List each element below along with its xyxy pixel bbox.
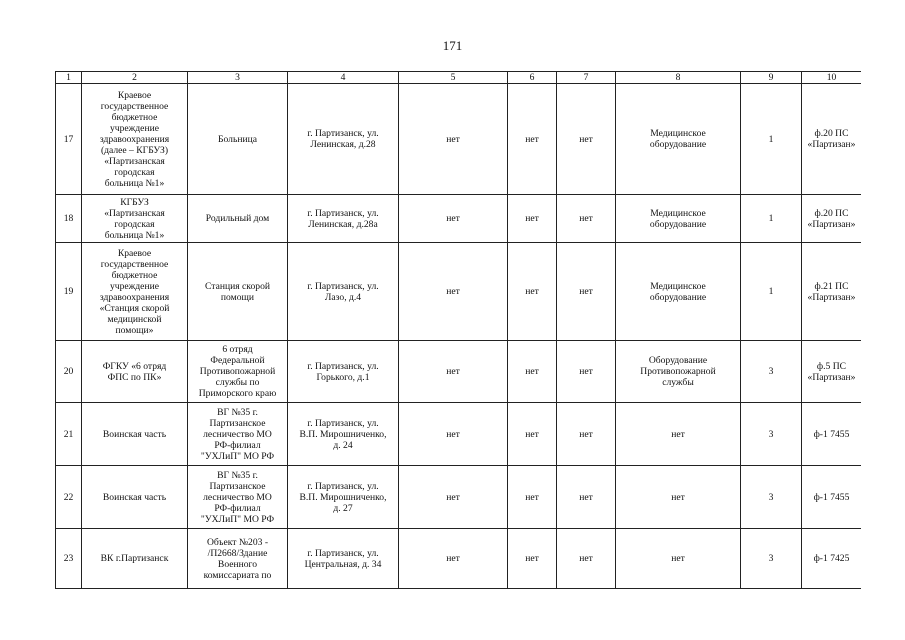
cell-col-5: нет xyxy=(399,466,508,529)
column-header: 6 xyxy=(508,72,557,84)
column-header: 4 xyxy=(288,72,399,84)
column-header: 9 xyxy=(741,72,802,84)
cell-organization: ВК г.Партизанск xyxy=(82,529,188,589)
cell-object-name: ВГ №35 г. Партизанское лесничество МО РФ-филиал "УХЛиП" МО РФ xyxy=(188,403,288,466)
cell-address: г. Партизанск, ул. В.П. Мирошниченко, д. 24 xyxy=(288,403,399,466)
cell-feeder: ф-1 7425 xyxy=(802,529,862,589)
cell-col-7: нет xyxy=(557,403,616,466)
cell-col-5: нет xyxy=(399,243,508,341)
cell-organization: ФГКУ «6 отряд ФПС по ПК» xyxy=(82,341,188,403)
cell-col-6: нет xyxy=(508,195,557,243)
cell-address: г. Партизанск, ул. Центральная, д. 34 xyxy=(288,529,399,589)
column-header: 1 xyxy=(56,72,82,84)
column-header: 10 xyxy=(802,72,862,84)
cell-object-name: Станция скорой помощи xyxy=(188,243,288,341)
cell-object-name: Родильный дом xyxy=(188,195,288,243)
column-header: 5 xyxy=(399,72,508,84)
column-header: 3 xyxy=(188,72,288,84)
cell-address: г. Партизанск, ул. В.П. Мирошниченко, д. 27 xyxy=(288,466,399,529)
cell-category: 3 xyxy=(741,466,802,529)
cell-feeder: ф.21 ПС «Партизан» xyxy=(802,243,862,341)
cell-category: 3 xyxy=(741,403,802,466)
table-row xyxy=(56,529,862,589)
cell-equipment: нет xyxy=(616,466,741,529)
cell-address: г. Партизанск, ул. Ленинская, д.28 xyxy=(288,84,399,195)
cell-category: 1 xyxy=(741,243,802,341)
cell-row-number: 23 xyxy=(56,529,82,589)
cell-col-7: нет xyxy=(557,466,616,529)
cell-object-name: Больница xyxy=(188,84,288,195)
cell-feeder: ф-1 7455 xyxy=(802,403,862,466)
cell-feeder: ф.20 ПС «Партизан» xyxy=(802,84,862,195)
table-row xyxy=(56,341,862,403)
cell-organization: Краевое государственное бюджетное учреждение здравоохранения (далее – КГБУЗ) «Партизанская городская больница №1» xyxy=(82,84,188,195)
objects-table xyxy=(55,71,861,589)
cell-col-5: нет xyxy=(399,403,508,466)
cell-row-number: 17 xyxy=(56,84,82,195)
cell-col-5: нет xyxy=(399,341,508,403)
cell-col-5: нет xyxy=(399,529,508,589)
cell-category: 1 xyxy=(741,84,802,195)
cell-col-7: нет xyxy=(557,195,616,243)
cell-col-7: нет xyxy=(557,243,616,341)
table-body xyxy=(56,84,862,589)
page-number: 171 xyxy=(442,38,463,53)
cell-organization: КГБУЗ «Партизанская городская больница №1» xyxy=(82,195,188,243)
cell-category: 3 xyxy=(741,529,802,589)
cell-col-6: нет xyxy=(508,84,557,195)
cell-address: г. Партизанск, ул. Лазо, д.4 xyxy=(288,243,399,341)
cell-equipment: Медицинское оборудование xyxy=(616,195,741,243)
cell-organization: Воинская часть xyxy=(82,403,188,466)
header-row xyxy=(56,72,862,84)
table-row xyxy=(56,195,862,243)
cell-col-7: нет xyxy=(557,341,616,403)
cell-equipment: Оборудование Противопожарной службы xyxy=(616,341,741,403)
table-wrapper xyxy=(55,71,861,640)
cell-equipment: Медицинское оборудование xyxy=(616,84,741,195)
table-row xyxy=(56,243,862,341)
cell-feeder: ф.5 ПС «Партизан» xyxy=(802,341,862,403)
cell-feeder: ф-1 7455 xyxy=(802,466,862,529)
column-header: 8 xyxy=(616,72,741,84)
cell-col-6: нет xyxy=(508,403,557,466)
cell-col-6: нет xyxy=(508,529,557,589)
table-row xyxy=(56,466,862,529)
cell-row-number: 19 xyxy=(56,243,82,341)
cell-object-name: 6 отряд Федеральной Противопожарной службы по Приморского краю xyxy=(188,341,288,403)
cell-col-5: нет xyxy=(399,195,508,243)
cell-col-7: нет xyxy=(557,84,616,195)
cell-organization: Воинская часть xyxy=(82,466,188,529)
cell-organization: Краевое государственное бюджетное учреждение здравоохранения «Станция скорой медицинской помощи» xyxy=(82,243,188,341)
cell-col-6: нет xyxy=(508,341,557,403)
cell-category: 3 xyxy=(741,341,802,403)
cell-row-number: 21 xyxy=(56,403,82,466)
cell-equipment: Медицинское оборудование xyxy=(616,243,741,341)
cell-address: г. Партизанск, ул. Горького, д.1 xyxy=(288,341,399,403)
cell-row-number: 20 xyxy=(56,341,82,403)
cell-category: 1 xyxy=(741,195,802,243)
column-header: 7 xyxy=(557,72,616,84)
table-row xyxy=(56,84,862,195)
cell-object-name: ВГ №35 г. Партизанское лесничество МО РФ-филиал "УХЛиП" МО РФ xyxy=(188,466,288,529)
cell-feeder: ф.20 ПС «Партизан» xyxy=(802,195,862,243)
cell-row-number: 18 xyxy=(56,195,82,243)
cell-col-6: нет xyxy=(508,466,557,529)
table-row xyxy=(56,403,862,466)
cell-address: г. Партизанск, ул. Ленинская, д.28а xyxy=(288,195,399,243)
cell-equipment: нет xyxy=(616,403,741,466)
cell-equipment: нет xyxy=(616,529,741,589)
cell-col-6: нет xyxy=(508,243,557,341)
cell-col-5: нет xyxy=(399,84,508,195)
cell-row-number: 22 xyxy=(56,466,82,529)
column-header: 2 xyxy=(82,72,188,84)
cell-col-7: нет xyxy=(557,529,616,589)
table-header xyxy=(56,72,862,84)
cell-object-name: Объект №203 - /П2668/Здание Военного комиссариата по xyxy=(188,529,288,589)
